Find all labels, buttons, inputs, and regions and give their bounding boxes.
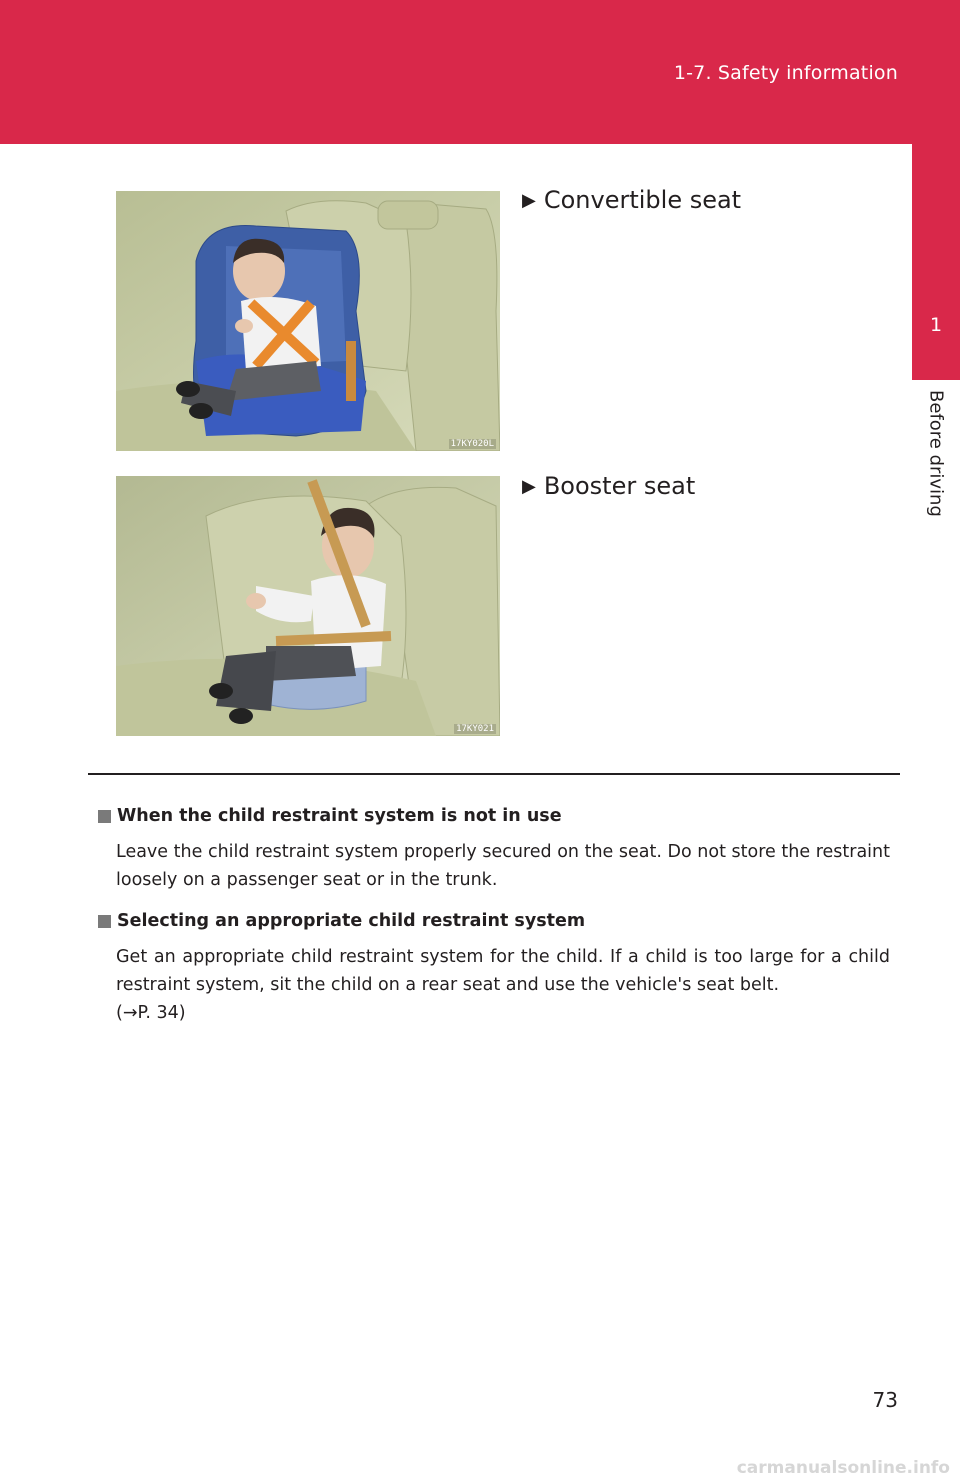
note-body: Leave the child restraint system properly secured on the seat. Do not store the restraint loosely on a passenger seat or in the trunk. [116, 842, 890, 890]
page-header [0, 0, 960, 144]
convertible-seat-illustration [116, 191, 500, 451]
note-heading-text: When the child restraint system is not in use [117, 806, 562, 826]
triangle-bullet-icon: ▶ [522, 476, 536, 497]
note-heading [98, 806, 890, 826]
chapter-tab [912, 144, 960, 380]
section-title: 1-7. Safety information [673, 62, 898, 84]
note-body-text: Get an appropriate child restraint system for the child. If a child is too large for a child restraint system, sit the child on a rear seat and use the vehicle's seat belt. [116, 947, 890, 995]
caption-convertible-seat [522, 186, 741, 214]
square-bullet-icon [98, 915, 111, 928]
square-bullet-icon [98, 810, 111, 823]
page-number: 73 [872, 1388, 898, 1412]
page-reference-link[interactable]: (→P. 34) [116, 1003, 186, 1023]
note-not-in-use [98, 806, 890, 894]
caption-text: Booster seat [543, 472, 696, 500]
note-selecting-system [98, 911, 890, 1027]
note-heading-text: Selecting an appropriate child restraint system [117, 911, 586, 931]
figure-code: 17KY021 [456, 724, 494, 734]
booster-seat-image [116, 476, 500, 736]
note-body [116, 943, 890, 1027]
section-divider [88, 773, 900, 775]
chapter-label-wrap [912, 390, 960, 540]
chapter-label: Before driving [925, 390, 947, 517]
caption-booster-seat [522, 472, 695, 500]
chapter-number: 1 [929, 314, 943, 336]
note-heading [98, 911, 890, 931]
watermark: carmanualsonline.info [736, 1458, 950, 1478]
caption-text: Convertible seat [543, 186, 742, 214]
convertible-seat-image [116, 191, 500, 451]
booster-seat-illustration [116, 476, 500, 736]
figure-code: 17KY020L [450, 439, 494, 449]
triangle-bullet-icon: ▶ [522, 190, 536, 211]
